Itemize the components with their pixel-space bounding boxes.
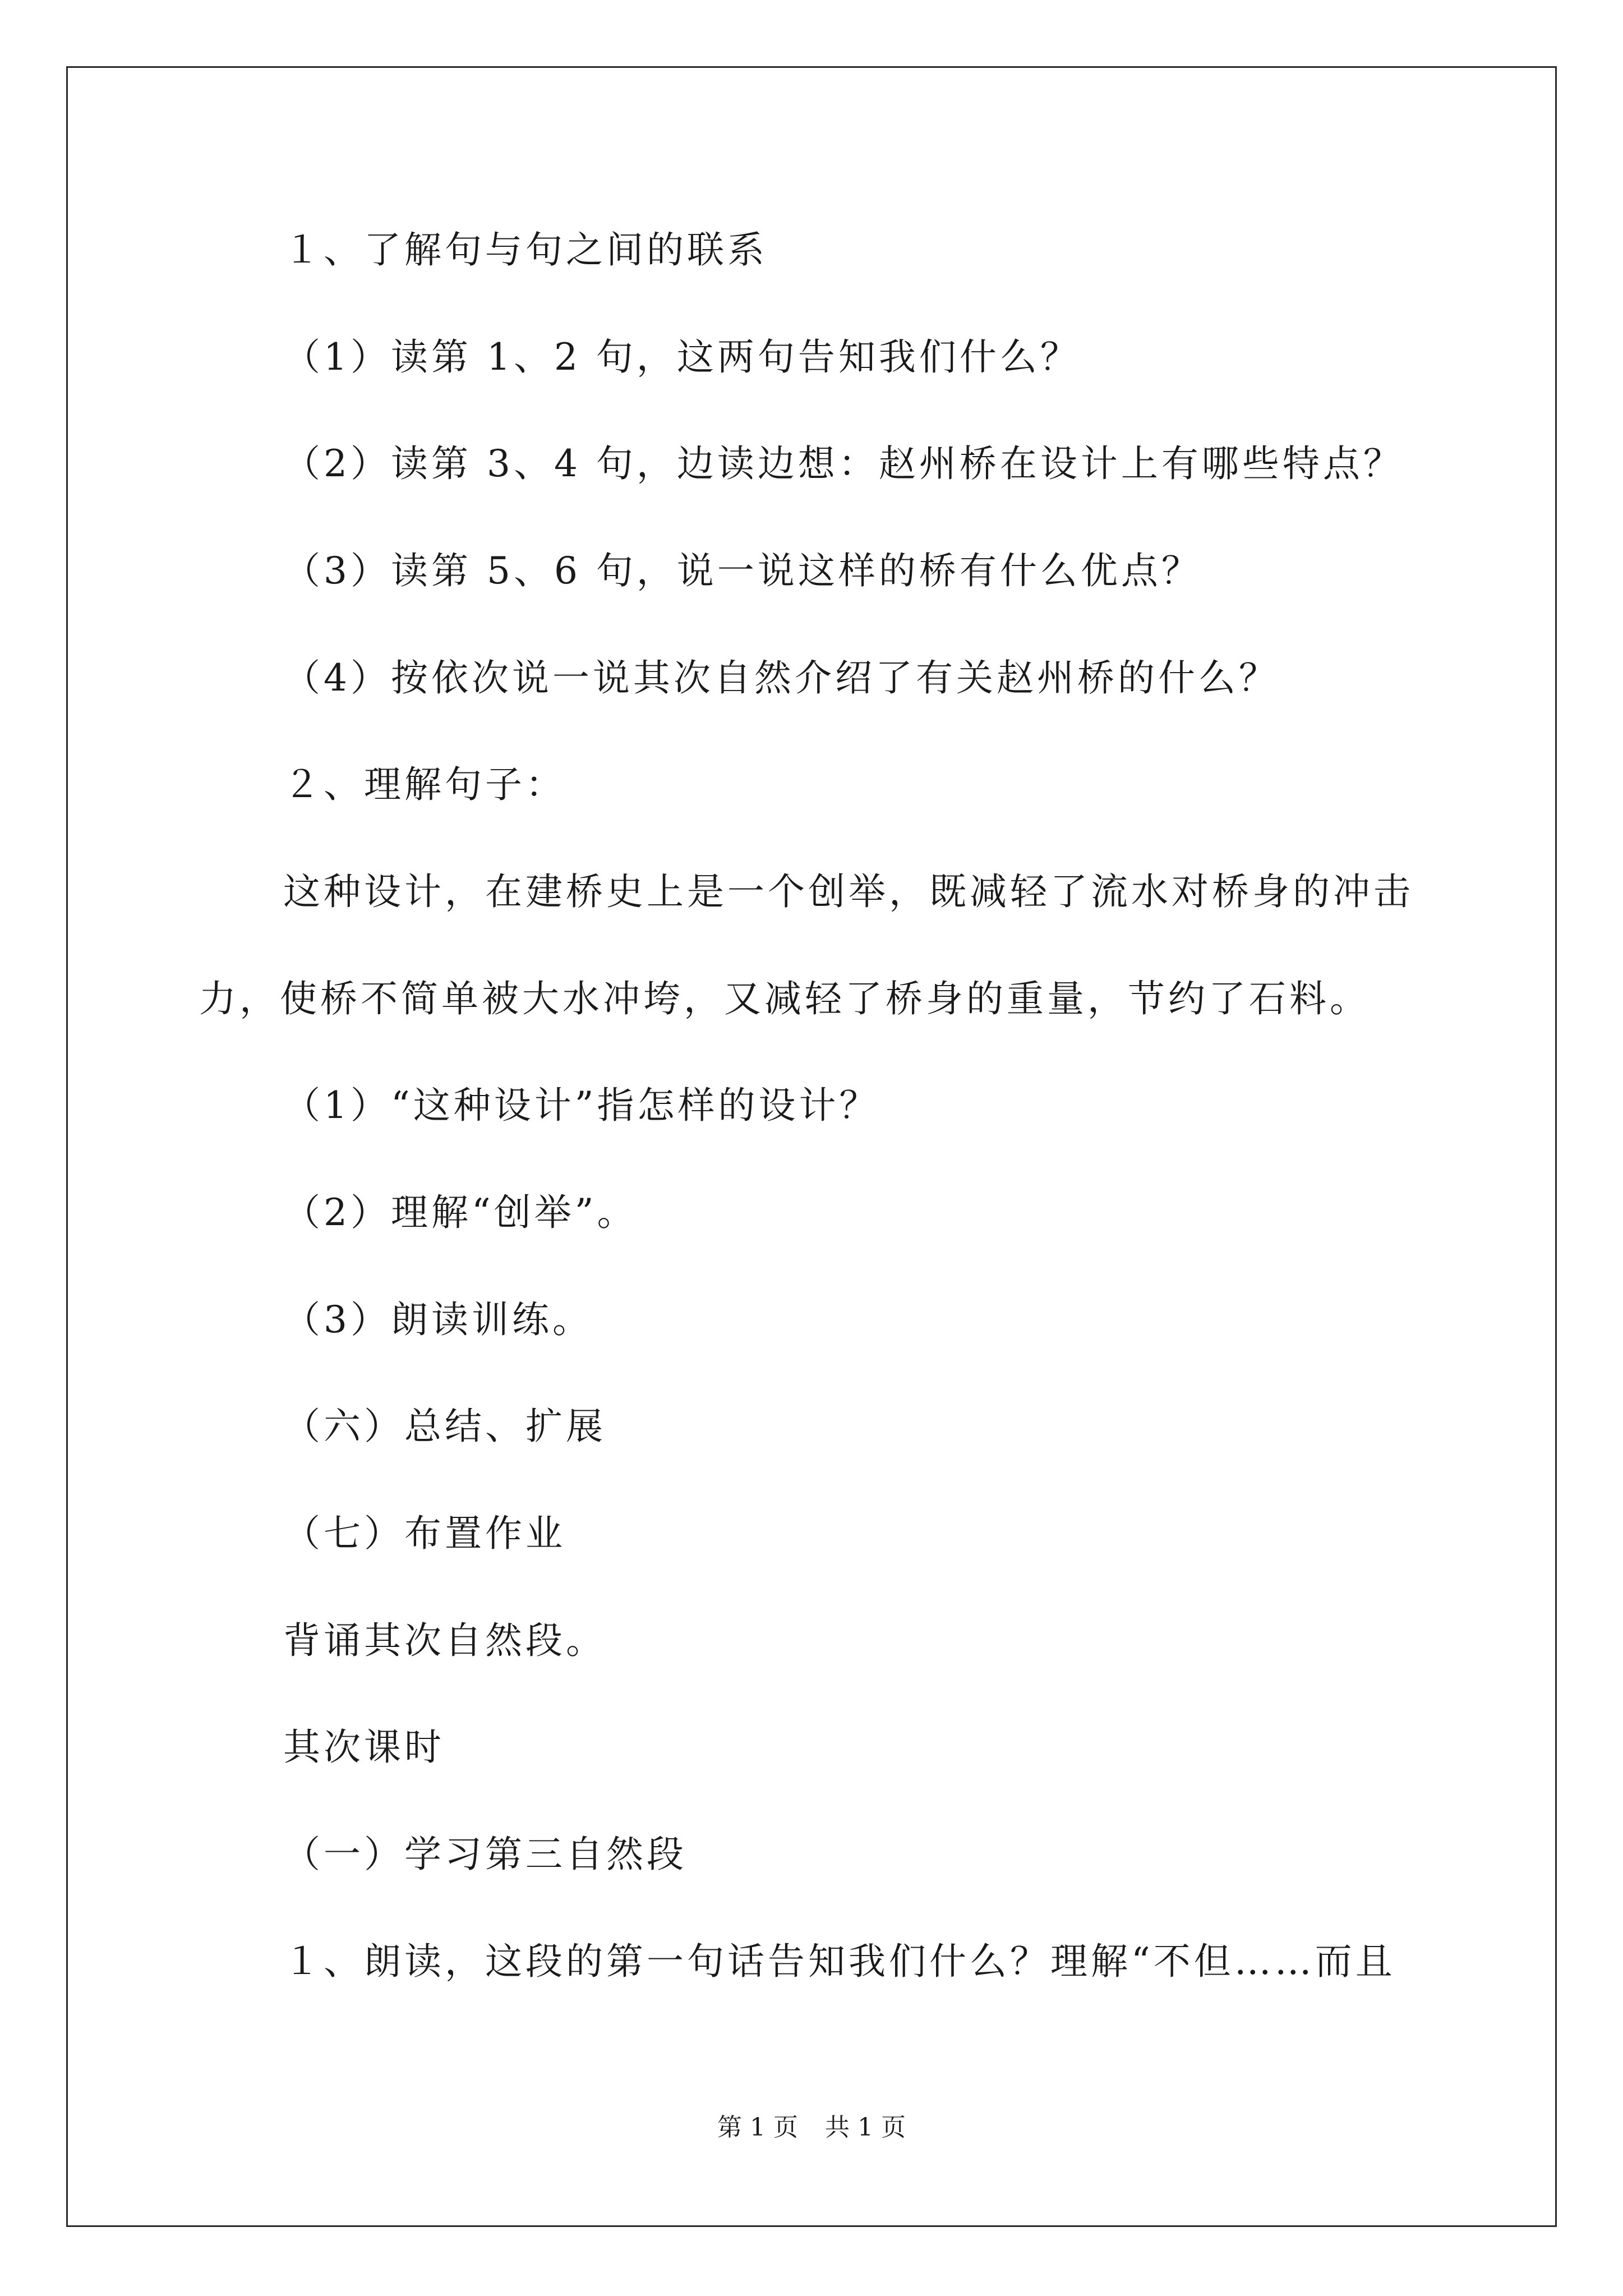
text-line: １、朗读，这段的第一句话告知我们什么？理解“不但……而且: [283, 1940, 1396, 1983]
page-number-current: 第 1 页: [717, 2113, 798, 2142]
page-footer: [0, 2112, 1623, 2143]
text-line: （七）布置作业: [283, 1512, 566, 1555]
text-line: （六）总结、扩展: [283, 1405, 606, 1448]
page-number-total: 共 1 页: [825, 2113, 906, 2142]
text-line: １、了解句与句之间的联系: [283, 228, 768, 272]
text-line: （1）读第 1、2 句，这两句告知我们什么？: [283, 335, 1081, 379]
text-line: 这种设计，在建桥史上是一个创举，既减轻了流水对桥身的冲击: [283, 870, 1414, 913]
text-line: 力，使桥不简单被大水冲垮，又减轻了桥身的重量，节约了石料。: [199, 977, 1370, 1020]
text-line: （2）读第 3、4 句，边读边想：赵州桥在设计上有哪些特点？: [283, 442, 1404, 485]
text-line: （3）读第 5、6 句，说一说这样的桥有什么优点？: [283, 549, 1202, 592]
text-line: （一）学习第三自然段: [283, 1833, 687, 1876]
text-line: ２、理解句子：: [283, 763, 566, 806]
text-line: （1）“这种设计”指怎样的设计？: [283, 1084, 880, 1127]
text-line: 背诵其次自然段。: [283, 1619, 606, 1662]
text-line: （2）理解“创举”。: [283, 1191, 638, 1234]
text-line: （4）按依次说一说其次自然介绍了有关赵州桥的什么？: [283, 656, 1279, 700]
text-line: 其次课时: [283, 1726, 445, 1769]
text-line: （3）朗读训练。: [283, 1298, 593, 1341]
